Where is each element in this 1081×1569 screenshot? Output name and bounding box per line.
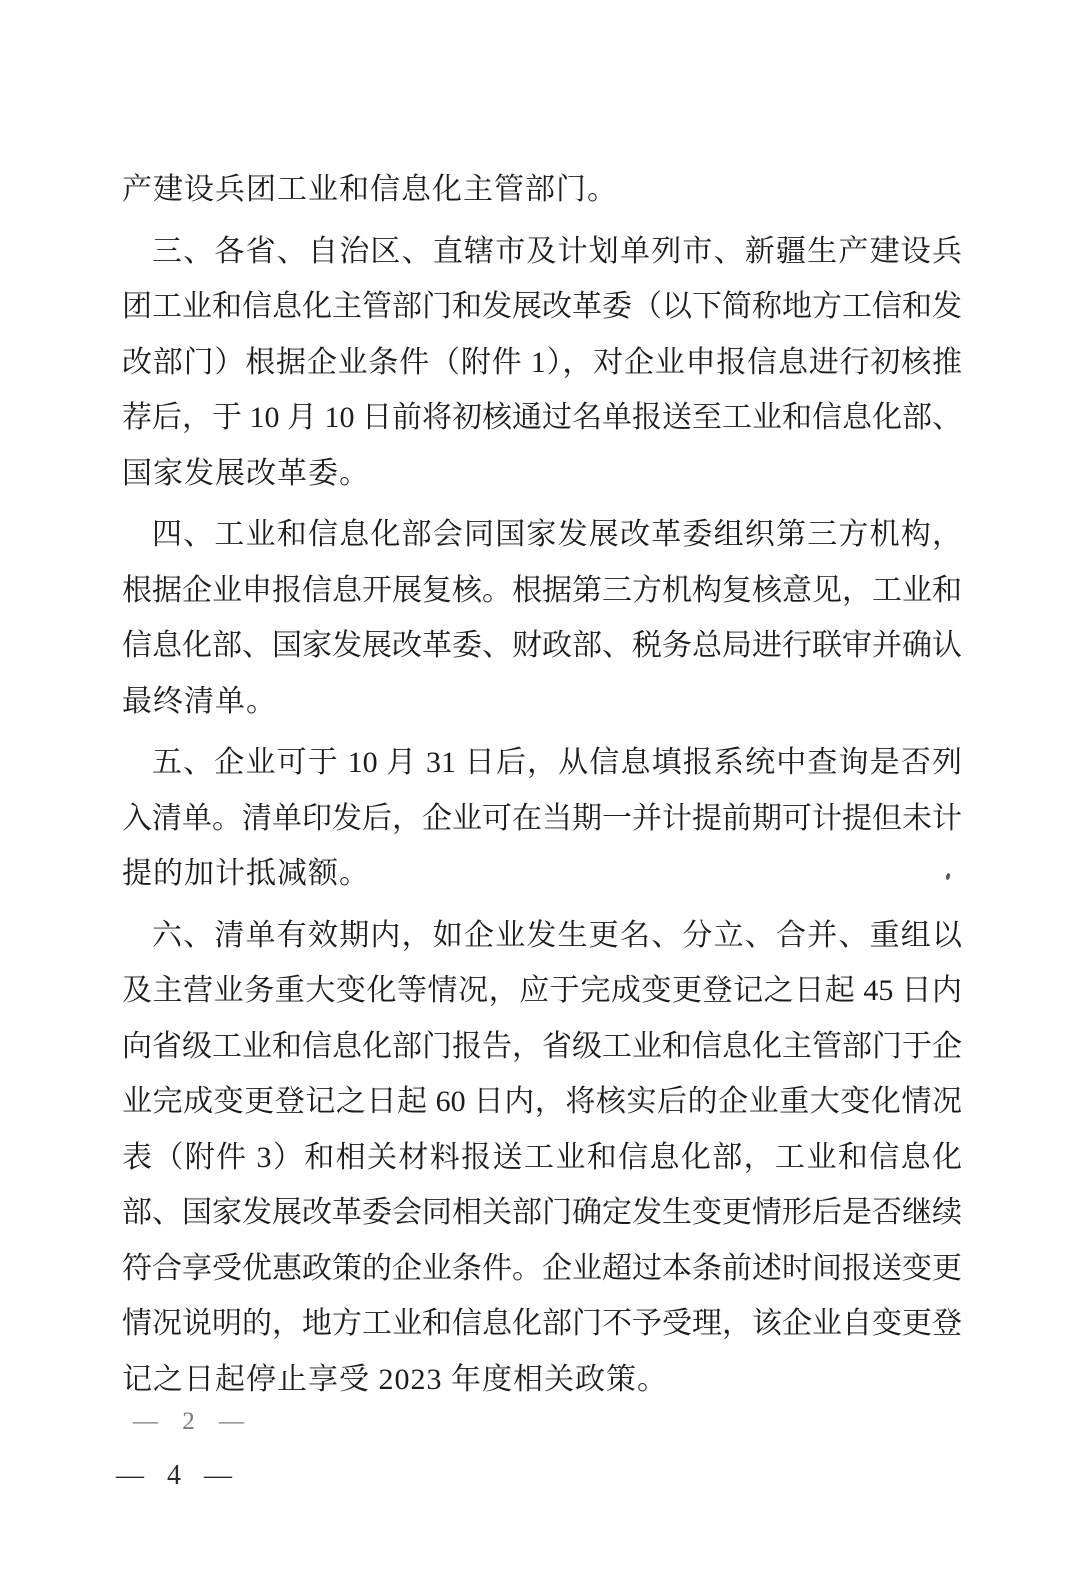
body-line-section-3: 三、各省、自治区、直辖市及计划单列市、新疆生产建设兵 (152, 234, 962, 268)
body-line: 部、国家发展改革委会同相关部门确定发生变更情形后是否继续 (122, 1196, 962, 1229)
page-number-outer: — 4 — (116, 1460, 240, 1491)
body-line: 入清单。清单印发后，企业可在当期一并计提前期可计提但未计 (122, 801, 962, 835)
body-line: 及主营业务重大变化等情况，应于完成变更登记之日起 45 日内 (122, 974, 962, 1007)
body-line: 情况说明的，地方工业和信息化部门不予受理，该企业自变更登 (122, 1307, 962, 1340)
body-line: 业完成变更登记之日起 60 日内，将核实后的企业重大变化情况 (122, 1085, 962, 1118)
page-number-inner: — 2 — (133, 1408, 253, 1435)
body-line: 国家发展改革委。 (122, 456, 370, 490)
body-line: 记之日起停止享受 2023 年度相关政策。 (122, 1362, 668, 1396)
body-line-section-5: 五、企业可于 10 月 31 日后，从信息填报系统中查询是否列 (152, 746, 962, 779)
body-line: 最终清单。 (122, 684, 277, 718)
body-line: 提的加计抵减额。 (122, 857, 370, 890)
body-line: 表（附件 3）和相关材料报送工业和信息化部，工业和信息化 (122, 1140, 962, 1174)
body-line: 产建设兵团工业和信息化主管部门。 (122, 173, 618, 206)
body-line: 根据企业申报信息开展复核。根据第三方机构复核意见，工业和 (122, 573, 962, 607)
body-line: 荐后，于 10 月 10 日前将初核通过名单报送至工业和信息化部、 (122, 401, 962, 434)
body-line: 信息化部、国家发展改革委、财政部、税务总局进行联审并确认 (122, 629, 962, 662)
body-line-section-4: 四、工业和信息化部会同国家发展改革委组织第三方机构， (152, 518, 962, 551)
document-body (122, 162, 962, 1407)
body-line: 符合享受优惠政策的企业条件。企业超过本条前述时间报送变更 (122, 1251, 962, 1285)
body-line: 向省级工业和信息化部门报告，省级工业和信息化主管部门于企 (122, 1029, 962, 1063)
body-line-section-6: 六、清单有效期内，如企业发生更名、分立、合并、重组以 (152, 918, 962, 952)
body-line: 团工业和信息化主管部门和发展改革委（以下简称地方工信和发 (122, 290, 962, 323)
body-line: 改部门）根据企业条件（附件 1），对企业申报信息进行初核推 (122, 345, 962, 379)
